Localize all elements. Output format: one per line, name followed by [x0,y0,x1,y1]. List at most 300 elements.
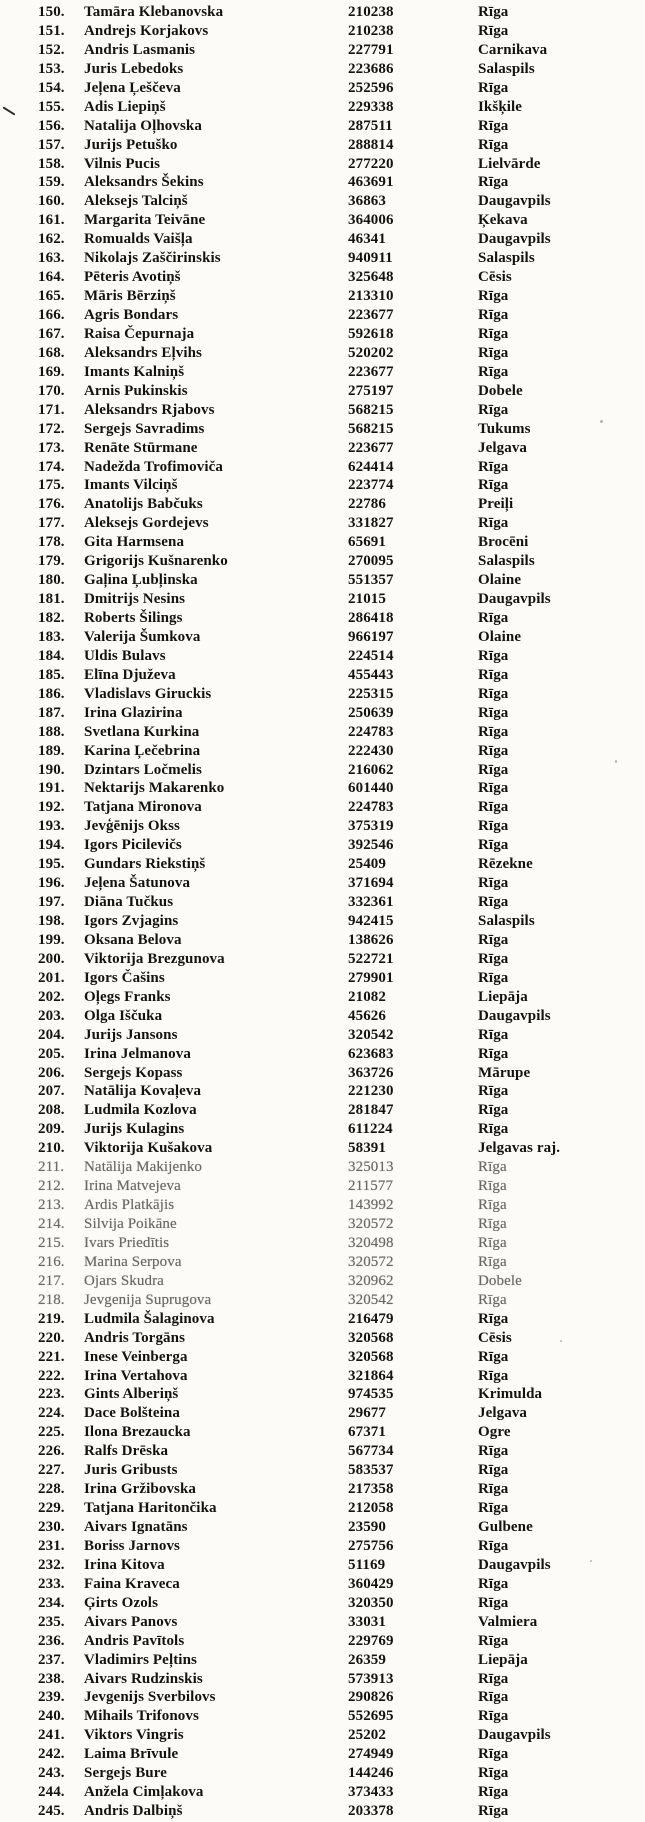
cert-number: 46341 [348,231,386,248]
cert-number: 520202 [348,344,394,361]
cert-number: 392546 [348,837,394,854]
person-name: Natalija Oļhovska [84,117,202,134]
city-name: Krimulda [478,1386,543,1403]
member-list [0,3,645,1821]
cert-number: 601440 [348,780,394,797]
list-row [0,1158,645,1177]
person-name: Gita Harmsena [84,534,185,551]
list-row [0,988,645,1007]
row-number: 190. [38,761,65,778]
city-name: Rīga [478,1575,509,1592]
city-name: Rīga [478,79,509,96]
city-name: Rēzekne [478,856,533,873]
person-name: Gints Alberiņš [84,1386,179,1403]
row-number: 167. [38,325,65,342]
list-row [0,1064,645,1083]
city-name: Daugavpils [478,1556,551,1573]
row-number: 245. [38,1803,65,1820]
list-row [0,1480,645,1499]
list-row [0,609,645,628]
list-row [0,912,645,931]
city-name: Rīga [478,1121,509,1138]
list-row [0,1499,645,1518]
cert-number: 320962 [348,1272,394,1289]
cert-number: 224783 [348,723,394,740]
list-row [0,136,645,155]
list-row [0,893,645,912]
city-name: Rīga [478,1784,509,1801]
row-number: 159. [38,174,65,191]
city-name: Rīga [478,288,509,305]
person-name: Aleksejs Gordejevs [84,515,209,532]
row-number: 209. [38,1121,65,1138]
person-name: Raisa Čepurnaja [84,325,195,342]
list-row [0,306,645,325]
row-number: 158. [38,155,65,172]
row-number: 194. [38,837,65,854]
row-number: 216. [38,1253,65,1270]
cert-number: 568215 [348,401,394,418]
row-number: 214. [38,1216,65,1232]
row-number: 165. [38,288,65,305]
person-name: Agris Bondars [84,307,179,323]
person-name: Igors Zvjagins [84,913,179,929]
row-number: 225. [38,1424,65,1441]
cert-number: 320572 [348,1253,394,1270]
city-name: Rīga [478,1670,509,1687]
row-number: 183. [38,628,65,645]
row-number: 187. [38,704,65,721]
list-row [0,1442,645,1461]
list-row [0,1783,645,1802]
cert-number: 21082 [348,988,386,1005]
city-name: Rīga [478,1348,509,1365]
person-name: Tatjana Haritončika [84,1500,217,1517]
city-name: Rīga [478,1291,507,1308]
city-name: Rīga [478,1462,509,1479]
row-number: 197. [38,894,65,911]
cert-number: 225315 [348,685,394,702]
cert-number: 223677 [348,363,394,380]
cert-number: 611224 [348,1121,393,1138]
row-number: 172. [38,420,65,437]
person-name: Ludmila Šalaginova [84,1310,215,1327]
row-number: 186. [38,685,65,702]
cert-number: 942415 [348,913,394,929]
row-number: 215. [38,1234,65,1251]
city-name: Rīga [478,344,509,361]
cert-number: 573913 [348,1670,394,1687]
row-number: 219. [38,1310,65,1327]
row-number: 211. [38,1159,65,1176]
person-name: Diāna Tučkus [84,894,174,911]
person-name: Imants Kalniņš [84,363,185,380]
row-number: 202. [38,988,65,1005]
row-number: 199. [38,931,65,948]
city-name: Rīga [478,610,509,626]
row-number: 155. [38,98,65,115]
city-name: Brocēni [478,534,529,551]
row-number: 169. [38,363,65,380]
city-name: Rīga [478,1197,507,1214]
row-number: 166. [38,307,65,323]
cert-number: 567734 [348,1443,394,1460]
list-row [0,1745,645,1764]
cert-number: 223686 [348,60,394,77]
list-row [0,1575,645,1594]
list-row [0,3,645,22]
list-row [0,1045,645,1064]
cert-number: 217358 [348,1481,394,1498]
person-name: Irina Glazirina [84,704,183,721]
cert-number: 373433 [348,1784,394,1801]
list-row [0,533,645,552]
city-name: Rīga [478,894,509,911]
row-number: 232. [38,1556,65,1573]
cert-number: 51169 [348,1556,386,1573]
city-name: Rīga [478,1216,507,1232]
city-name: Rīga [478,307,509,323]
list-row [0,1348,645,1367]
city-name: Jelgava [478,1405,528,1422]
row-number: 176. [38,496,65,513]
cert-number: 216479 [348,1310,394,1327]
person-name: Vladislavs Giruckis [84,685,212,702]
person-name: Romualds Vaišļa [84,231,193,248]
list-row [0,230,645,249]
person-name: Viktorija Kušakova [84,1140,213,1157]
person-name: Juris Lebedoks [84,60,184,77]
city-name: Ikšķile [478,98,523,115]
person-name: Vladimirs Peļtins [84,1651,197,1668]
cert-number: 21015 [348,591,386,608]
cert-number: 974535 [348,1386,394,1403]
city-name: Rīga [478,931,509,948]
list-row [0,1688,645,1707]
person-name: Anatolijs Babčuks [84,496,203,513]
cert-number: 26359 [348,1651,386,1668]
city-name: Olaine [478,572,522,589]
person-name: Tamāra Klebanovska [84,4,224,20]
row-number: 221. [38,1348,65,1365]
row-number: 228. [38,1481,65,1498]
city-name: Gulbene [478,1519,533,1535]
person-name: Marina Serpova [84,1253,182,1270]
city-name: Dobele [478,1272,522,1289]
person-name: Natālija Kovaļeva [84,1083,202,1100]
list-row [0,98,645,117]
row-number: 170. [38,382,65,399]
city-name: Rīga [478,1481,509,1498]
list-row [0,41,645,60]
city-name: Lielvārde [478,155,541,172]
city-name: Rīga [478,477,509,494]
row-number: 244. [38,1784,65,1801]
list-row [0,1404,645,1423]
list-row [0,363,645,382]
cert-number: 624414 [348,458,394,475]
row-number: 178. [38,534,65,551]
list-row [0,1726,645,1745]
list-row [0,1651,645,1670]
list-row [0,1556,645,1575]
person-name: Natālija Makijenko [84,1159,203,1176]
person-name: Anžela Cimļakova [84,1784,204,1801]
person-name: Grigorijs Kušnarenko [84,553,228,570]
cert-number: 25202 [348,1727,386,1744]
row-number: 161. [38,212,65,229]
person-name: Oļegs Franks [84,988,171,1005]
cert-number: 223677 [348,439,394,456]
cert-number: 320568 [348,1329,394,1346]
row-number: 174. [38,458,65,475]
list-row [0,1518,645,1537]
row-number: 226. [38,1443,65,1460]
person-name: Laima Brīvule [84,1746,179,1763]
cert-number: 143992 [348,1197,394,1214]
list-row [0,155,645,174]
cert-number: 227791 [348,41,394,58]
row-number: 151. [38,22,65,39]
row-number: 152. [38,41,65,58]
city-name: Rīga [478,1083,509,1100]
person-name: Jurijs Petuško [84,136,178,153]
list-row [0,666,645,685]
cert-number: 332361 [348,894,394,911]
city-name: Carnikava [478,41,548,58]
cert-number: 325013 [348,1159,394,1176]
row-number: 206. [38,1064,65,1081]
list-row [0,590,645,609]
city-name: Salaspils [478,913,535,929]
city-name: Rīga [478,704,509,721]
cert-number: 551357 [348,572,394,589]
person-name: Adis Liepiņš [84,98,166,115]
cert-number: 364006 [348,212,394,229]
person-name: Faina Kraveca [84,1575,180,1592]
row-number: 236. [38,1632,65,1649]
row-number: 198. [38,913,65,929]
person-name: Dmitrijs Nesins [84,591,186,608]
list-row [0,969,645,988]
cert-number: 320542 [348,1291,394,1308]
row-number: 191. [38,780,65,797]
person-name: Margarita Teivāne [84,212,206,229]
person-name: Oksana Belova [84,931,182,948]
person-name: Nadežda Trofimoviča [84,458,223,475]
city-name: Rīga [478,1310,509,1327]
person-name: Renāte Stūrmane [84,439,198,456]
row-number: 180. [38,572,65,589]
person-name: Andris Dalbiņš [84,1803,183,1820]
row-number: 188. [38,723,65,740]
list-row [0,647,645,666]
list-row [0,1215,645,1234]
person-name: Irina Gržibovska [84,1481,197,1498]
person-name: Dzintars Ločmelis [84,761,202,778]
person-name: Arnis Pukinskis [84,382,188,399]
person-name: Aivars Rudzinskis [84,1670,203,1687]
city-name: Daugavpils [478,231,551,248]
list-row [0,287,645,306]
cert-number: 623683 [348,1045,394,1062]
city-name: Salaspils [478,553,535,570]
cert-number: 274949 [348,1746,394,1763]
cert-number: 224514 [348,647,394,664]
city-name: Rīga [478,685,509,702]
list-row [0,1139,645,1158]
row-number: 150. [38,4,65,20]
cert-number: 203378 [348,1803,394,1820]
city-name: Salaspils [478,250,535,267]
list-row [0,1802,645,1821]
cert-number: 321864 [348,1367,394,1384]
row-number: 238. [38,1670,65,1687]
city-name: Liepāja [478,1651,528,1668]
cert-number: 360429 [348,1575,394,1592]
city-name: Rīga [478,1253,507,1270]
city-name: Rīga [478,1026,509,1043]
person-name: Sergejs Bure [84,1765,167,1782]
row-number: 171. [38,401,65,418]
person-name: Silvija Poikāne [84,1216,177,1232]
city-name: Ogre [478,1424,511,1441]
city-name: Liepāja [478,988,528,1005]
list-row [0,1367,645,1386]
row-number: 231. [38,1537,65,1554]
row-number: 217. [38,1272,65,1289]
row-number: 234. [38,1594,65,1611]
cert-number: 270095 [348,553,394,570]
cert-number: 224783 [348,799,394,816]
cert-number: 281847 [348,1102,394,1119]
city-name: Salaspils [478,60,535,77]
person-name: Ralfs Drēska [84,1443,169,1460]
list-row [0,1310,645,1329]
cert-number: 22786 [348,496,386,513]
city-name: Rīga [478,1500,509,1517]
city-name: Rīga [478,1178,507,1195]
person-name: Māris Bērziņš [84,288,176,305]
city-name: Rīga [478,875,509,892]
cert-number: 275197 [348,382,394,399]
person-name: Pēteris Avotiņš [84,269,181,286]
cert-number: 25409 [348,856,386,873]
row-number: 164. [38,269,65,286]
cert-number: 287511 [348,117,393,134]
list-row [0,268,645,287]
row-number: 204. [38,1026,65,1043]
city-name: Mārupe [478,1064,531,1081]
list-row [0,1291,645,1310]
person-name: Imants Vilciņš [84,477,178,494]
cert-number: 277220 [348,155,394,172]
city-name: Rīga [478,363,509,380]
list-row [0,1385,645,1404]
person-name: Aleksandrs Šekins [84,174,204,191]
city-name: Rīga [478,761,509,778]
person-name: Juris Gribusts [84,1462,178,1479]
cert-number: 275756 [348,1537,394,1554]
cert-number: 210238 [348,22,394,39]
person-name: Ardis Platkājis [84,1197,175,1214]
row-number: 229. [38,1500,65,1517]
person-name: Sergejs Kopass [84,1064,183,1081]
person-name: Irina Kitova [84,1556,165,1573]
list-row [0,1764,645,1783]
cert-number: 138626 [348,931,394,948]
cert-number: 940911 [348,250,393,267]
person-name: Mihails Trifonovs [84,1708,199,1725]
city-name: Rīga [478,325,509,342]
person-name: Aivars Panovs [84,1613,178,1630]
cert-number: 211577 [348,1178,394,1195]
person-name: Karina Ļečebrina [84,742,201,759]
city-name: Rīga [478,117,509,134]
row-number: 203. [38,1007,65,1024]
cert-number: 212058 [348,1500,394,1517]
list-row [0,685,645,704]
person-name: Aivars Ignatāns [84,1519,188,1535]
city-name: Rīga [478,1102,509,1119]
city-name: Rīga [478,742,509,759]
city-name: Rīga [478,1765,509,1782]
cert-number: 67371 [348,1424,386,1441]
person-name: Uldis Bulavs [84,647,166,664]
cert-number: 320350 [348,1594,394,1611]
person-name: Sergejs Savradims [84,420,205,437]
person-name: Aleksejs Talciņš [84,193,188,210]
row-number: 182. [38,610,65,626]
list-row [0,761,645,780]
list-row [0,344,645,363]
cert-number: 222430 [348,742,394,759]
cert-number: 33031 [348,1613,386,1630]
person-name: Andris Pavītols [84,1632,185,1649]
row-number: 185. [38,666,65,683]
row-number: 235. [38,1613,65,1630]
list-row [0,211,645,230]
person-name: Andris Lasmanis [84,41,196,58]
person-name: Nektarijs Makarenko [84,780,225,797]
city-name: Valmiera [478,1613,538,1630]
row-number: 193. [38,818,65,835]
person-name: Aleksandrs Rjabovs [84,401,215,418]
list-row [0,779,645,798]
person-name: Roberts Šilings [84,610,183,626]
list-row [0,439,645,458]
city-name: Rīga [478,818,509,835]
cert-number: 375319 [348,818,394,835]
person-name: Ģirts Ozols [84,1594,159,1611]
city-name: Olaine [478,628,522,645]
cert-number: 45626 [348,1007,386,1024]
city-name: Rīga [478,515,509,532]
cert-number: 229769 [348,1632,394,1649]
list-row [0,1007,645,1026]
row-number: 160. [38,193,65,210]
cert-number: 252596 [348,79,394,96]
row-number: 210. [38,1140,65,1157]
row-number: 213. [38,1197,65,1214]
person-name: Inese Veinberga [84,1348,188,1365]
cert-number: 568215 [348,420,394,437]
row-number: 168. [38,344,65,361]
city-name: Rīga [478,799,509,816]
cert-number: 363726 [348,1064,394,1081]
cert-number: 144246 [348,1765,394,1782]
person-name: Jevgenijs Sverbilovs [84,1689,216,1706]
